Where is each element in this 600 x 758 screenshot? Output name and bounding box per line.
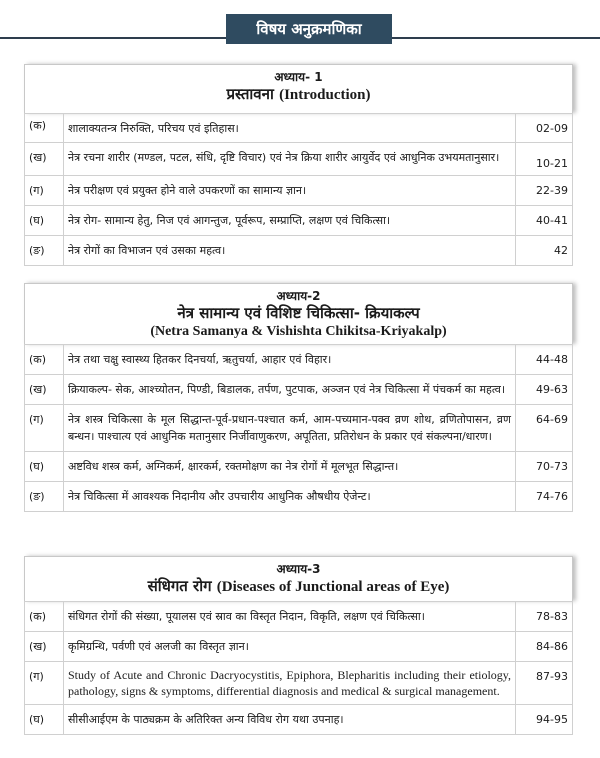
item-text: कृमिग्रन्थि, पर्वणी एवं अलजी का विस्तृत ज्ञान। — [64, 632, 516, 662]
item-pages: 87-93 — [516, 662, 573, 705]
toc-row[interactable] — [25, 345, 573, 375]
item-pages: 84-86 — [516, 632, 573, 662]
chapter-title: नेत्र सामान्य एवं विशिष्ट चिकित्सा- क्रियाकल्प — [177, 304, 420, 322]
chapter-title-en: (Diseases of Junctional areas of Eye) — [216, 579, 450, 595]
chapter-1 — [24, 64, 573, 266]
toc-row[interactable] — [25, 452, 573, 482]
item-text: नेत्र रोग- सामान्य हेतु, निज एवं आगन्तुज, पूर्वरूप, सम्प्राप्ति, लक्षण एवं चिकित्सा। — [64, 206, 516, 236]
chapter-header — [24, 283, 573, 344]
toc-row[interactable] — [25, 602, 573, 632]
item-label: (क) — [25, 114, 64, 143]
item-pages: 94-95 — [516, 705, 573, 735]
chapter-header — [24, 64, 573, 113]
item-label: (क) — [25, 602, 64, 632]
item-label: (क) — [25, 345, 64, 375]
chapter-title-hi: प्रस्तावना — [226, 85, 274, 103]
item-text: Study of Acute and Chronic Dacryocystitis, Epiphora, Blepharitis including their etiology, pathology, signs & symptoms, differential diagnosis and medical & surgical management. — [64, 662, 516, 705]
chapter-number: अध्याय-3 — [276, 562, 321, 576]
toc-row[interactable] — [25, 206, 573, 236]
toc-row[interactable] — [25, 143, 573, 176]
item-pages: 02-09 — [516, 114, 573, 143]
item-label: (ख) — [25, 632, 64, 662]
item-pages: 44-48 — [516, 345, 573, 375]
chapter-items — [24, 601, 573, 735]
item-text: अष्टविध शस्त्र कर्म, अग्निकर्म, क्षारकर्म, रक्तमोक्षण का नेत्र रोगों में मूलभूत सिद्धान्त। — [64, 452, 516, 482]
item-label: (ख) — [25, 375, 64, 405]
item-pages: 42 — [516, 236, 573, 266]
item-label: (ग) — [25, 176, 64, 206]
item-label: (घ) — [25, 452, 64, 482]
item-text: नेत्र चिकित्सा में आवश्यक निदानीय और उपचारीय आधुनिक औषधीय ऐजेन्ट। — [64, 482, 516, 512]
item-label: (ख) — [25, 143, 64, 176]
item-label: (ङ) — [25, 236, 64, 266]
toc-row[interactable] — [25, 405, 573, 452]
item-pages: 22-39 — [516, 176, 573, 206]
item-text: संधिगत रोगों की संख्या, पूयालस एवं स्राव का विस्तृत निदान, विकृति, लक्षण एवं चिकित्सा। — [64, 602, 516, 632]
item-label: (ग) — [25, 662, 64, 705]
page-title: विषय अनुक्रमणिका — [256, 20, 362, 38]
item-text: शालाक्यतन्त्र निरुक्ति, परिचय एवं इतिहास। — [64, 114, 516, 143]
item-pages: 74-76 — [516, 482, 573, 512]
toc-row[interactable] — [25, 632, 573, 662]
item-label: (घ) — [25, 705, 64, 735]
item-pages: 70-73 — [516, 452, 573, 482]
chapter-number: अध्याय- 1 — [274, 70, 323, 84]
item-text: नेत्र परीक्षण एवं प्रयुक्त होने वाले उपकरणों का सामान्य ज्ञान। — [64, 176, 516, 206]
toc-row[interactable] — [25, 662, 573, 705]
toc-row[interactable] — [25, 236, 573, 266]
item-text: नेत्र रचना शारीर (मण्डल, पटल, संधि, दृष्टि विचार) एवं नेत्र क्रिया शारीर आयुर्वेद एवं आधुनिक उभयमतानुसार। — [64, 143, 516, 176]
item-pages: 10-21 — [516, 143, 573, 176]
item-text: नेत्र रोगों का विभाजन एवं उसका महत्व। — [64, 236, 516, 266]
item-pages: 49-63 — [516, 375, 573, 405]
chapter-number: अध्याय-2 — [276, 289, 321, 303]
toc-row[interactable] — [25, 705, 573, 735]
page-title-banner — [226, 14, 392, 44]
chapter-2 — [24, 283, 573, 512]
chapter-items — [24, 113, 573, 266]
item-label: (ग) — [25, 405, 64, 452]
item-pages: 64-69 — [516, 405, 573, 452]
item-label: (घ) — [25, 206, 64, 236]
chapter-subtitle: (Netra Samanya & Vishishta Chikitsa-Kriyakalp) — [150, 324, 447, 339]
item-pages: 40-41 — [516, 206, 573, 236]
item-text: नेत्र शस्त्र चिकित्सा के मूल सिद्धान्त-पूर्व-प्रधान-पश्चात कर्म, आम-पच्यमान-पक्व व्रण शोथ, व्रणितोपासन, व्रण बन्धन। पाश्चात्य एवं आधुनिक मतानुसार निर्जीवाणुकरण, अपूतिता, प्रतिरोधन के प्रकार एवं संकल्पना/धारण। — [64, 405, 516, 452]
toc-row[interactable] — [25, 375, 573, 405]
toc-row[interactable] — [25, 482, 573, 512]
toc-row[interactable] — [25, 114, 573, 143]
chapter-items — [24, 344, 573, 512]
item-text: नेत्र तथा चक्षु स्वास्थ्य हितकर दिनचर्या, ऋतुचर्या, आहार एवं विहार। — [64, 345, 516, 375]
chapter-header — [24, 556, 573, 601]
item-label: (ङ) — [25, 482, 64, 512]
chapter-title-en: (Introduction) — [279, 87, 371, 103]
chapter-title-hi: संधिगत रोग — [147, 577, 212, 595]
item-pages: 78-83 — [516, 602, 573, 632]
chapter-3 — [24, 556, 573, 735]
item-text: क्रियाकल्प- सेक, आश्च्योतन, पिण्डी, बिडालक, तर्पण, पुटपाक, अञ्जन एवं नेत्र चिकित्सा में पंचकर्म का महत्व। — [64, 375, 516, 405]
item-text: सीसीआईएम के पाठ्यक्रम के अतिरिक्त अन्य विविध रोग यथा उपनाह। — [64, 705, 516, 735]
chapter-title — [25, 577, 572, 597]
chapter-title — [25, 85, 572, 105]
toc-row[interactable] — [25, 176, 573, 206]
